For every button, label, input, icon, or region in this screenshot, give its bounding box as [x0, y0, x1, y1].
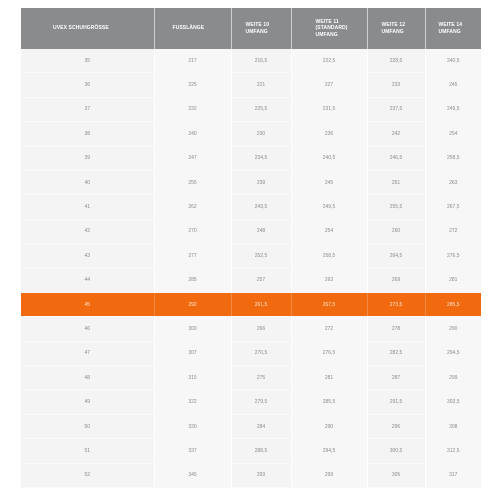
cell-width-12: 305 — [367, 463, 425, 487]
cell-foot-length: 345 — [154, 463, 231, 487]
cell-width-12: 228,5 — [367, 49, 425, 73]
table-row — [21, 49, 481, 73]
header-width-10: WEITE 10 UMFANG — [231, 8, 291, 49]
cell-width-12: 282,5 — [367, 341, 425, 365]
cell-width-12: 291,5 — [367, 390, 425, 414]
cell-shoe-size: 48 — [21, 366, 154, 390]
cell-width-14: 258,5 — [425, 146, 481, 170]
cell-width-10: 270,5 — [231, 341, 291, 365]
cell-width-11: 299 — [291, 463, 367, 487]
cell-shoe-size: 37 — [21, 97, 154, 121]
table-body — [21, 49, 481, 488]
table-row — [21, 73, 481, 97]
cell-width-11: 231,5 — [291, 97, 367, 121]
cell-width-14: 281 — [425, 268, 481, 292]
table-row — [21, 366, 481, 390]
cell-width-11: 263 — [291, 268, 367, 292]
size-table — [21, 8, 481, 488]
cell-width-12: 242 — [367, 122, 425, 146]
cell-width-14: 303,5 — [425, 390, 481, 414]
cell-shoe-size: 39 — [21, 146, 154, 170]
table-row — [21, 170, 481, 194]
table-row — [21, 390, 481, 414]
cell-width-10: 293 — [231, 463, 291, 487]
cell-width-11: 254 — [291, 219, 367, 243]
table-row — [21, 341, 481, 365]
cell-width-11: 276,5 — [291, 341, 367, 365]
cell-shoe-size: 51 — [21, 439, 154, 463]
cell-foot-length: 330 — [154, 414, 231, 438]
cell-width-11: 267,5 — [291, 292, 367, 316]
cell-foot-length: 285 — [154, 268, 231, 292]
cell-foot-length: 300 — [154, 317, 231, 341]
cell-width-12: 278 — [367, 317, 425, 341]
cell-width-14: 312,5 — [425, 439, 481, 463]
cell-foot-length: 240 — [154, 122, 231, 146]
cell-width-11: 222,5 — [291, 49, 367, 73]
cell-shoe-size: 42 — [21, 219, 154, 243]
cell-width-14: 285,5 — [425, 292, 481, 316]
cell-shoe-size: 52 — [21, 463, 154, 487]
cell-width-12: 269 — [367, 268, 425, 292]
cell-shoe-size: 40 — [21, 170, 154, 194]
cell-shoe-size: 43 — [21, 244, 154, 268]
cell-foot-length: 315 — [154, 366, 231, 390]
cell-foot-length: 247 — [154, 146, 231, 170]
cell-foot-length: 262 — [154, 195, 231, 219]
cell-width-14: 245 — [425, 73, 481, 97]
table-row — [21, 122, 481, 146]
table-row — [21, 268, 481, 292]
cell-width-10: 279,5 — [231, 390, 291, 414]
cell-width-10: 239 — [231, 170, 291, 194]
table-row — [21, 317, 481, 341]
table-row — [21, 244, 481, 268]
cell-width-10: 225,5 — [231, 97, 291, 121]
cell-width-11: 285,5 — [291, 390, 367, 414]
cell-shoe-size: 36 — [21, 73, 154, 97]
cell-shoe-size: 38 — [21, 122, 154, 146]
header-width-12: WEITE 12 UMFANG — [367, 8, 425, 49]
cell-width-11: 290 — [291, 414, 367, 438]
cell-width-14: 308 — [425, 414, 481, 438]
table-row — [21, 97, 481, 121]
cell-width-14: 249,5 — [425, 97, 481, 121]
cell-foot-length: 292 — [154, 292, 231, 316]
header-row — [21, 8, 481, 49]
cell-foot-length: 322 — [154, 390, 231, 414]
table-row — [21, 219, 481, 243]
cell-width-10: 257 — [231, 268, 291, 292]
cell-width-14: 240,5 — [425, 49, 481, 73]
cell-width-10: 252,5 — [231, 244, 291, 268]
table-row — [21, 439, 481, 463]
cell-width-14: 254 — [425, 122, 481, 146]
cell-width-12: 233 — [367, 73, 425, 97]
cell-width-10: 261,5 — [231, 292, 291, 316]
cell-width-11: 258,5 — [291, 244, 367, 268]
cell-width-14: 267,5 — [425, 195, 481, 219]
cell-width-10: 221 — [231, 73, 291, 97]
cell-width-12: 255,5 — [367, 195, 425, 219]
cell-width-12: 251 — [367, 170, 425, 194]
cell-shoe-size: 46 — [21, 317, 154, 341]
cell-width-10: 266 — [231, 317, 291, 341]
cell-width-10: 275 — [231, 366, 291, 390]
cell-foot-length: 232 — [154, 97, 231, 121]
cell-width-14: 276,5 — [425, 244, 481, 268]
cell-width-10: 243,5 — [231, 195, 291, 219]
cell-width-11: 240,5 — [291, 146, 367, 170]
cell-shoe-size: 41 — [21, 195, 154, 219]
cell-width-14: 299 — [425, 366, 481, 390]
table-row — [21, 463, 481, 487]
cell-width-11: 249,5 — [291, 195, 367, 219]
cell-width-12: 300,5 — [367, 439, 425, 463]
cell-width-10: 234,5 — [231, 146, 291, 170]
cell-width-12: 264,5 — [367, 244, 425, 268]
table-header — [21, 8, 481, 49]
table-row — [21, 146, 481, 170]
cell-width-12: 237,5 — [367, 97, 425, 121]
cell-width-11: 236 — [291, 122, 367, 146]
cell-width-10: 284 — [231, 414, 291, 438]
table-row — [21, 195, 481, 219]
cell-shoe-size: 45 — [21, 292, 154, 316]
cell-width-14: 272 — [425, 219, 481, 243]
cell-shoe-size: 49 — [21, 390, 154, 414]
cell-width-14: 263 — [425, 170, 481, 194]
cell-width-10: 248 — [231, 219, 291, 243]
cell-foot-length: 225 — [154, 73, 231, 97]
cell-shoe-size: 47 — [21, 341, 154, 365]
table-row-highlighted — [21, 292, 481, 316]
cell-width-12: 296 — [367, 414, 425, 438]
cell-foot-length: 255 — [154, 170, 231, 194]
cell-width-10: 288,5 — [231, 439, 291, 463]
header-width-11: WEITE 11 (STANDARD) UMFANG — [291, 8, 367, 49]
cell-width-11: 245 — [291, 170, 367, 194]
cell-foot-length: 337 — [154, 439, 231, 463]
cell-width-10: 230 — [231, 122, 291, 146]
cell-shoe-size: 50 — [21, 414, 154, 438]
size-table-container — [21, 8, 481, 488]
cell-foot-length: 270 — [154, 219, 231, 243]
cell-shoe-size: 44 — [21, 268, 154, 292]
header-foot-length: FUSSLÄNGE — [154, 8, 231, 49]
cell-shoe-size: 35 — [21, 49, 154, 73]
cell-width-14: 290 — [425, 317, 481, 341]
cell-foot-length: 277 — [154, 244, 231, 268]
cell-width-14: 294,5 — [425, 341, 481, 365]
cell-width-12: 246,5 — [367, 146, 425, 170]
cell-width-11: 272 — [291, 317, 367, 341]
cell-width-11: 227 — [291, 73, 367, 97]
cell-width-12: 260 — [367, 219, 425, 243]
cell-width-12: 287 — [367, 366, 425, 390]
cell-foot-length: 307 — [154, 341, 231, 365]
header-shoe-size: UVEX SCHUHGRÖSSE — [21, 8, 154, 49]
cell-width-12: 273,5 — [367, 292, 425, 316]
cell-width-11: 281 — [291, 366, 367, 390]
cell-width-11: 294,5 — [291, 439, 367, 463]
cell-foot-length: 217 — [154, 49, 231, 73]
table-row — [21, 414, 481, 438]
cell-width-14: 317 — [425, 463, 481, 487]
cell-width-10: 216,5 — [231, 49, 291, 73]
header-width-14: WEITE 14 UMFANG — [425, 8, 481, 49]
